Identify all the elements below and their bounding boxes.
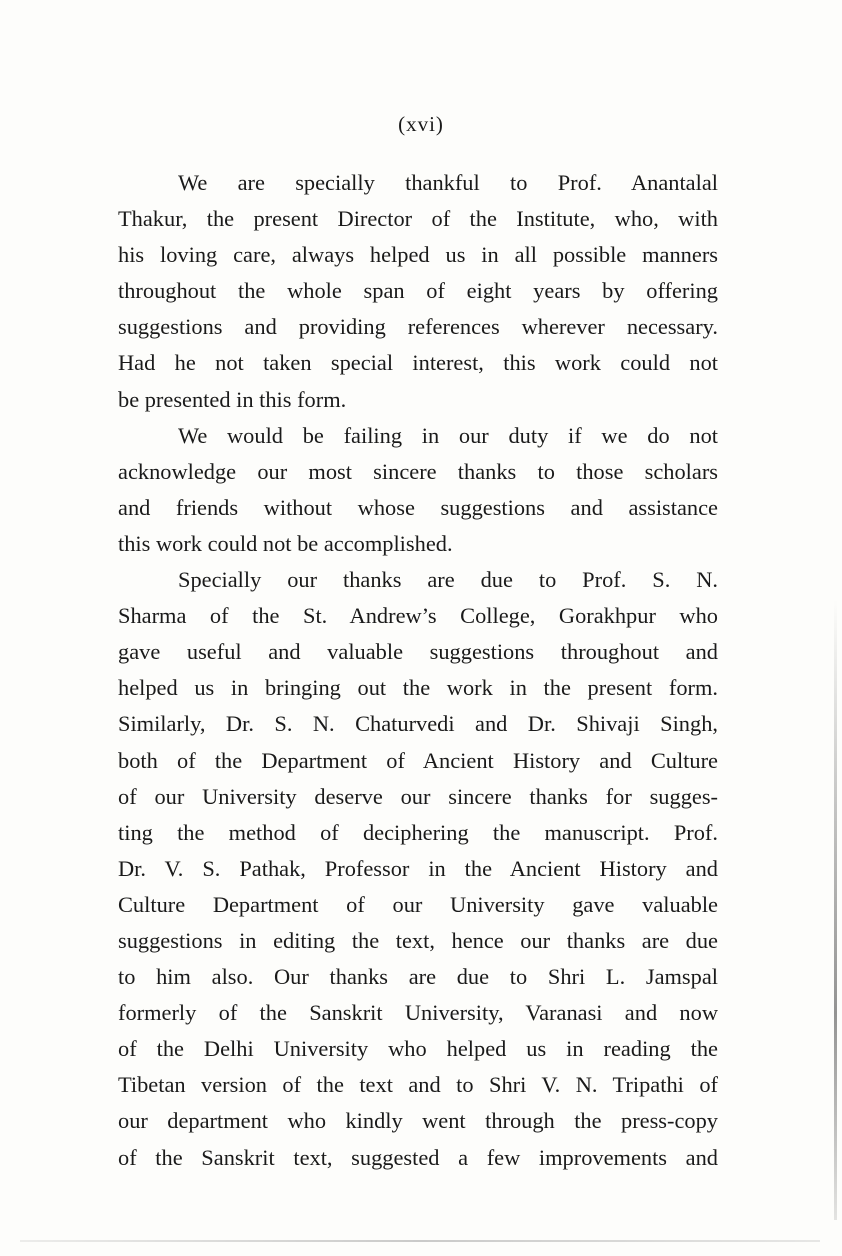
paragraph-3-line: Dr. V. S. Pathak, Professor in the Ancient History and bbox=[118, 855, 718, 881]
paragraph-3-line: to him also. Our thanks are due to Shri L. Jamspal bbox=[118, 964, 718, 990]
paragraph-1-line: Had he not taken special interest, this work could not bbox=[118, 350, 718, 376]
paragraph-2-line: We would be failing in our duty if we do not bbox=[178, 422, 718, 448]
paragraph-3-line: ting the method of deciphering the manuscript. Prof. bbox=[118, 819, 718, 845]
paragraph-3-line: Tibetan version of the text and to Shri V. N. Tripathi of bbox=[118, 1072, 718, 1098]
paragraph-1-line: be presented in this form. bbox=[118, 386, 347, 412]
paragraph-3-line: Sharma of the St. Andrew’s College, Gorakhpur who bbox=[118, 603, 718, 629]
paragraph-1-line: his loving care, always helped us in all possible manners bbox=[118, 242, 718, 268]
paragraph-3-line: Similarly, Dr. S. N. Chaturvedi and Dr. Shivaji Singh, bbox=[118, 711, 718, 737]
paragraph-3-line: Specially our thanks are due to Prof. S. N. bbox=[178, 567, 718, 593]
paragraph-2-line: acknowledge our most sincere thanks to those scholars bbox=[118, 458, 718, 484]
paragraph-3-line: formerly of the Sanskrit University, Varanasi and now bbox=[118, 1000, 718, 1026]
paragraph-1-line: throughout the whole span of eight years by offering bbox=[118, 278, 718, 304]
paragraph-3-line: of the Delhi University who helped us in reading the bbox=[118, 1036, 718, 1062]
paragraph-2-line: and friends without whose suggestions and assistance bbox=[118, 494, 718, 520]
paragraph-1-line: suggestions and providing references wherever necessary. bbox=[118, 314, 718, 340]
scan-right-edge bbox=[834, 600, 837, 1220]
page-number: (xvi) bbox=[398, 112, 444, 136]
paragraph-1-line: We are specially thankful to Prof. Anantalal bbox=[178, 170, 718, 195]
paragraph-2-line: this work could not be accomplished. bbox=[118, 530, 453, 556]
paragraph-3-line: gave useful and valuable suggestions throughout and bbox=[118, 639, 718, 665]
scan-bottom-edge bbox=[20, 1240, 820, 1242]
body-text bbox=[118, 165, 718, 1176]
paragraph-1-line: Thakur, the present Director of the Institute, who, with bbox=[118, 206, 718, 232]
paragraph-3-line: of the Sanskrit text, suggested a few improvements and bbox=[118, 1144, 718, 1170]
paragraph-3-line: helped us in bringing out the work in the present form. bbox=[118, 675, 718, 701]
paragraph-3-line: our department who kindly went through the press-copy bbox=[118, 1108, 718, 1134]
paragraph-3-line: Culture Department of our University gave valuable bbox=[118, 891, 718, 917]
paragraph-3-line: of our University deserve our sincere thanks for sugges- bbox=[118, 783, 718, 809]
paragraph-3-line: suggestions in editing the text, hence our thanks are due bbox=[118, 927, 718, 953]
paragraph-3-line: both of the Department of Ancient History and Culture bbox=[118, 747, 718, 773]
